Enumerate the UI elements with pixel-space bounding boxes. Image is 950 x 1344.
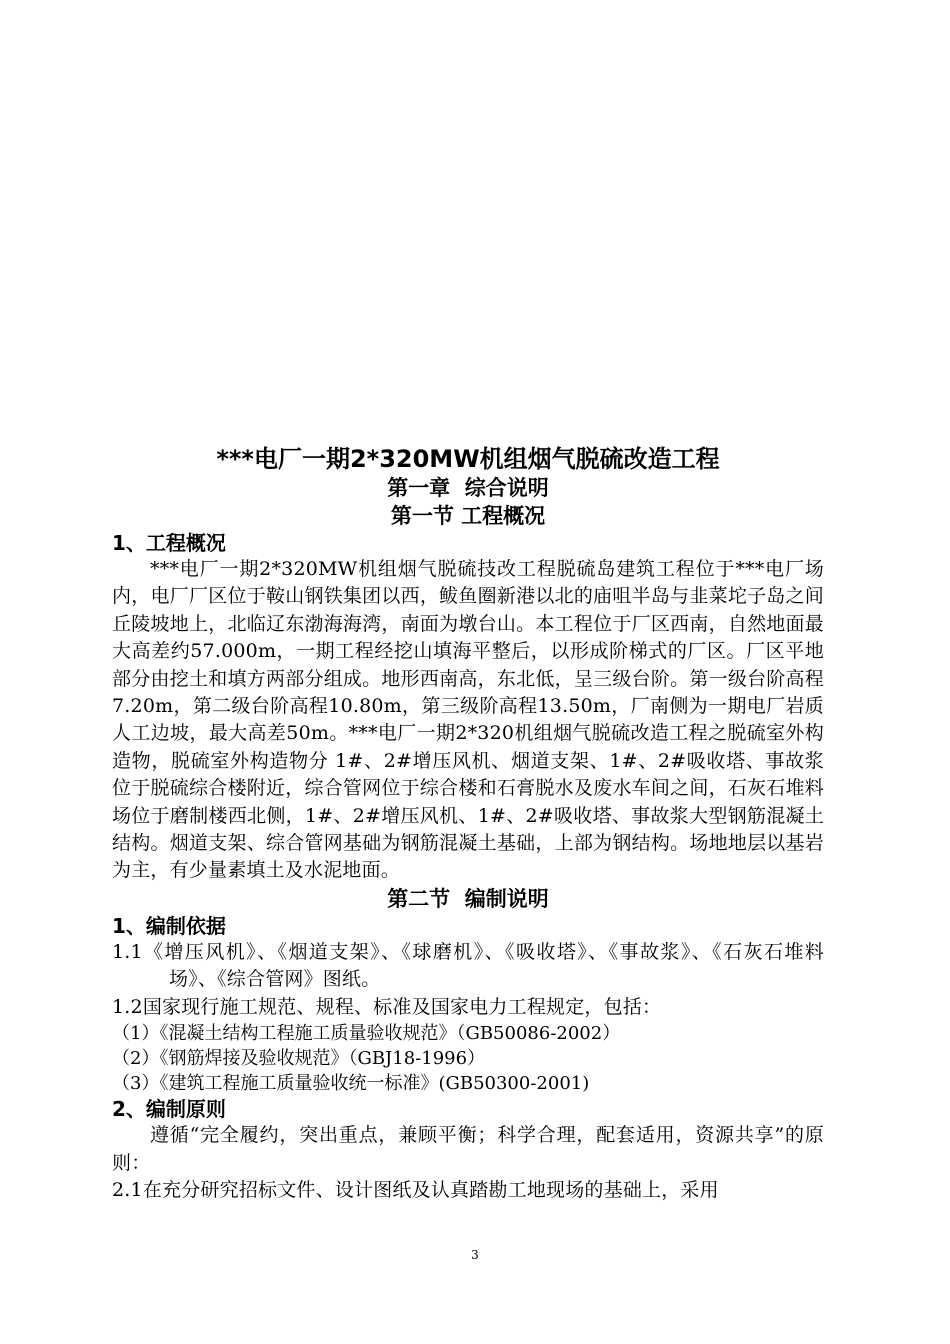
heading-principle: 2、编制原则 [112, 1097, 226, 1122]
heading-basis: 1、编制依据 [112, 913, 226, 938]
overview-paragraph: ***电厂一期2*320MW机组烟气脱硫技改工程脱硫岛建筑工程位于***电厂场内，电厂厂区位于鞍山钢铁集团以西，鲅鱼圈新港以北的庙咀半岛与韭菜坨子岛之间丘陵坡地上，北临辽东渤海海湾，南面为墩台山。本工程位于厂区西南，自然地面最大高差约57.000m，一期工程经挖山填海平整后，以形成阶梯式的厂区。厂区平地部分由挖土和填方两部分组成。地形西南高，东北低，呈三级台阶。第一级台阶高程7.20m，第二级台阶高程10.80m，第三级阶高程13.50m，厂南侧为一期电厂岩质人工边坡，最大高差50m。***电厂一期2*320机组烟气脱硫改造工程之脱硫室外构造物，脱硫室外构造物分 1#、2#增压风机、烟道支架、1#、2#吸收塔、事故浆位于脱硫综合楼附近，综合管网位于综合楼和石膏脱水及废水车间之间，石灰石堆料场位于磨制楼西北侧，1#、2#增压风机、1#、2#吸收塔、事故浆大型钢筋混凝土结构。烟道支架、综合管网基础为钢筋混凝土基础，上部为钢结构。场地地层以基岩为主，有少量素填土及水泥地面。 [112, 558, 824, 882]
chapter-title: 第一章 综合说明 [387, 476, 549, 500]
basis-1-1: 1.1《增压风机》、《烟道支架》、《球磨机》、《吸收塔》、《事故浆》、《石灰石堆料场》、《综合管网》图纸。 [112, 940, 824, 991]
basis-item: （2）《钢筋焊接及验收规范》（GBJ18-1996） [112, 1048, 486, 1070]
page-content [112, 444, 824, 1204]
basis-item: （1）《混凝土结构工程施工质量验收规范》（GB50086-2002） [112, 1023, 621, 1045]
section-2-title: 第二节 编制说明 [387, 886, 549, 911]
principle-2-1: 2.1在充分研究招标文件、设计图纸及认真踏勘工地现场的基础上，采用 [112, 1178, 719, 1201]
document-title: ***电厂一期2*320MW机组烟气脱硫改造工程 [216, 445, 720, 473]
basis-1-2: 1.2国家现行施工规范、规程、标准及国家电力工程规定，包括： [112, 995, 662, 1018]
section-1-title: 第一节 工程概况 [390, 504, 546, 528]
page-number: 3 [471, 1248, 479, 1262]
basis-item: （3）《建筑工程施工质量验收统一标准》(GB50300-2001) [112, 1073, 590, 1095]
principle-paragraph: 遵循“完全履约，突出重点，兼顾平衡；科学合理，配套适用，资源共享”的原则： [112, 1124, 824, 1174]
heading-overview: 1、工程概况 [112, 531, 226, 555]
